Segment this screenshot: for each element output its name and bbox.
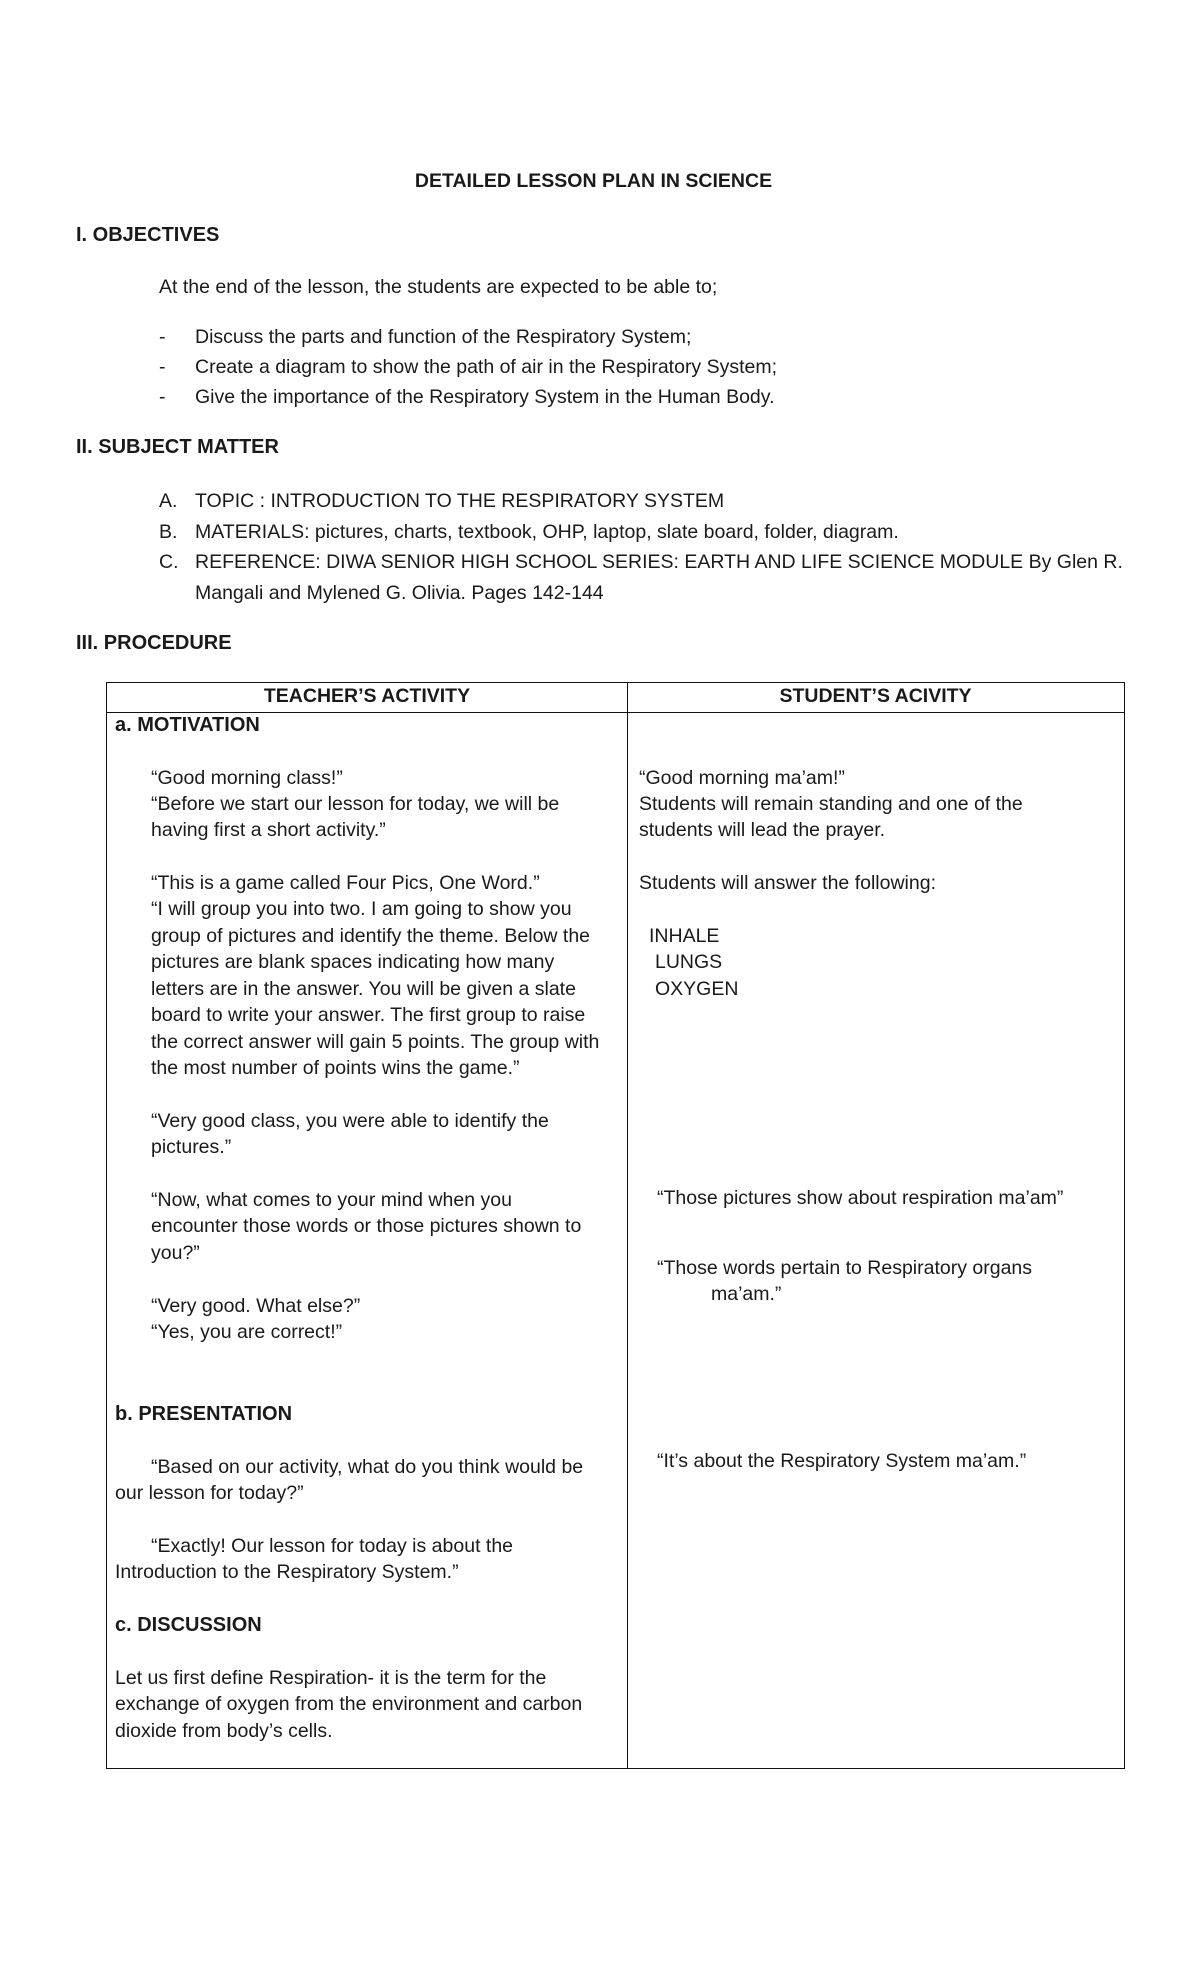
teacher-line: dioxide from body’s cells.: [115, 1720, 333, 1742]
student-line: Students will answer the following:: [639, 872, 936, 894]
column-divider: [627, 683, 628, 1768]
procedure-heading: III. PROCEDURE: [76, 632, 232, 654]
teacher-line: the correct answer will gain 5 points. The group with: [151, 1031, 600, 1053]
teacher-line: “Very good. What else?”: [151, 1295, 361, 1317]
teacher-line: “Exactly! Our lesson for today is about the: [151, 1535, 514, 1557]
teacher-activity-header: TEACHER’S ACTIVITY: [263, 685, 471, 707]
discussion-heading: c. DISCUSSION: [115, 1614, 262, 1636]
teacher-line: letters are in the answer. You will be given a slate: [151, 978, 576, 1000]
teacher-line: group of pictures and identify the theme. Below the: [151, 925, 591, 947]
teacher-line: “Based on our activity, what do you think would be: [151, 1456, 584, 1478]
bullet-dash: -: [159, 356, 166, 378]
item-label: B.: [159, 521, 178, 543]
teacher-line: pictures.”: [151, 1136, 232, 1158]
objective-item: [159, 356, 777, 379]
subject-matter-item: [159, 521, 899, 544]
student-line: ma’am.”: [711, 1283, 782, 1305]
objectives-intro: At the end of the lesson, the students are expected to be able to;: [159, 276, 718, 298]
teacher-line: Let us first define Respiration- it is the term for the: [115, 1667, 547, 1689]
teacher-line: “Good morning class!”: [151, 767, 343, 789]
presentation-heading: b. PRESENTATION: [115, 1403, 293, 1425]
student-line: “Those pictures show about respiration ma’am”: [657, 1187, 1064, 1209]
teacher-line: Introduction to the Respiratory System.”: [115, 1561, 459, 1583]
document-title: DETAILED LESSON PLAN IN SCIENCE: [414, 170, 773, 192]
item-label: C.: [159, 551, 179, 573]
teacher-line: “Yes, you are correct!”: [151, 1321, 343, 1343]
reference-continuation: Mangali and Mylened G. Olivia. Pages 142-144: [195, 582, 604, 604]
student-line: “It’s about the Respiratory System ma’am.”: [657, 1450, 1027, 1472]
student-line: students will lead the prayer.: [639, 819, 886, 841]
bullet-dash: -: [159, 386, 166, 408]
teacher-line: “Before we start our lesson for today, we will be: [151, 793, 560, 815]
teacher-line: “Now, what comes to your mind when you: [151, 1189, 512, 1211]
teacher-line: the most number of points wins the game.”: [151, 1057, 520, 1079]
bullet-dash: -: [159, 326, 166, 348]
teacher-line: board to write your answer. The first group to raise: [151, 1004, 586, 1026]
subject-matter-heading: II. SUBJECT MATTER: [76, 436, 279, 458]
procedure-table: [106, 682, 1125, 1769]
subject-matter-item: [159, 551, 1123, 574]
objectives-heading: I. OBJECTIVES: [76, 224, 220, 246]
objective-item: [159, 386, 775, 409]
objective-text: Give the importance of the Respiratory System in the Human Body.: [195, 386, 775, 408]
item-text: REFERENCE: DIWA SENIOR HIGH SCHOOL SERIES: EARTH AND LIFE SCIENCE MODULE By Glen R.: [195, 551, 1123, 573]
motivation-heading: a. MOTIVATION: [115, 714, 260, 736]
objective-text: Create a diagram to show the path of air in the Respiratory System;: [195, 356, 778, 378]
objective-text: Discuss the parts and function of the Respiratory System;: [195, 326, 692, 348]
item-text: TOPIC : INTRODUCTION TO THE RESPIRATORY SYSTEM: [195, 490, 725, 512]
teacher-line: “This is a game called Four Pics, One Word.”: [151, 872, 540, 894]
student-activity-header: STUDENT’S ACIVITY: [779, 685, 972, 707]
teacher-line: exchange of oxygen from the environment and carbon: [115, 1693, 583, 1715]
objective-item: [159, 326, 691, 349]
teacher-line: you?”: [151, 1242, 200, 1264]
student-answer: OXYGEN: [655, 978, 739, 1000]
student-line: “Those words pertain to Respiratory organs: [657, 1257, 1033, 1279]
teacher-line: our lesson for today?”: [115, 1482, 304, 1504]
student-line: “Good morning ma’am!”: [639, 767, 845, 789]
subject-matter-item: [159, 490, 724, 513]
student-line: Students will remain standing and one of the: [639, 793, 1023, 815]
teacher-line: “I will group you into two. I am going to show you: [151, 898, 572, 920]
student-answer: LUNGS: [655, 951, 723, 973]
teacher-line: having first a short activity.”: [151, 819, 386, 841]
teacher-line: pictures are blank spaces indicating how many: [151, 951, 555, 973]
teacher-line: “Very good class, you were able to identify the: [151, 1110, 549, 1132]
item-label: A.: [159, 490, 178, 512]
student-answer: INHALE: [649, 925, 720, 947]
teacher-line: encounter those words or those pictures shown to: [151, 1215, 582, 1237]
item-text: MATERIALS: pictures, charts, textbook, OHP, laptop, slate board, folder, diagram.: [195, 521, 899, 543]
